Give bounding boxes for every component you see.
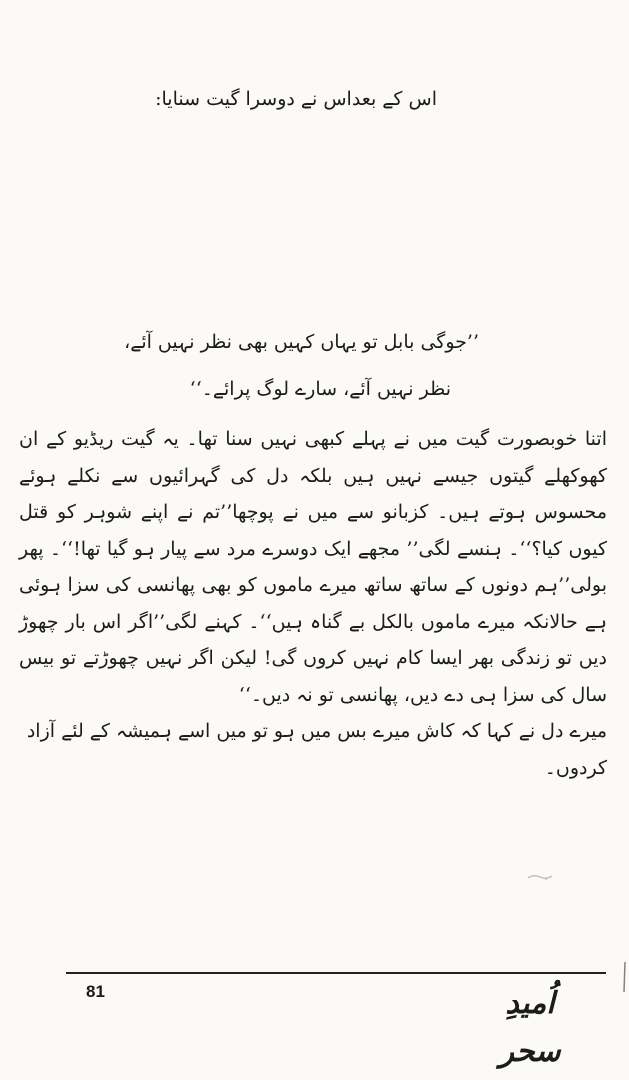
poem-line-2: نظر نہیں آئے، سارے لوگ پرائے۔‘‘ [189, 378, 451, 400]
book-title: اُمیدِ سحر [499, 986, 561, 1069]
intro-line: اس کے بعداس نے دوسرا گیت سنایا: [155, 88, 437, 110]
body-text [19, 421, 607, 786]
page-edge-mark-icon [623, 962, 627, 992]
ink-smudge-icon [526, 872, 554, 882]
paragraph-2: میرے دل نے کہا کہ کاش میرے بس میں ہو تو میں اسے ہمیشہ کے لئے آزاد کردوں۔ [26, 720, 607, 779]
footer-divider [66, 972, 606, 974]
paragraph-1: اتنا خوبصورت گیت میں نے پہلے کبھی نہیں سنا تھا۔ یہ گیت ریڈیو کے ان کھوکھلے گیتوں جیسے نہیں ہیں بلکہ دل کی گہرائیوں سے نکلے ہوئے محسوس ہوتے ہیں۔ کزبانو سے میں نے پوچھا’’تم نے اپنے شوہر کو قتل کیوں کیا؟‘‘۔ ہنسے لگی’’ مجھے ایک دوسرے مرد سے پیار ہو گیا تھا!‘‘۔ پھر بولی’’ہم دونوں کے ساتھ ساتھ میرے ماموں کو بھی پھانسی کی سزا ہوئی ہے حالانکہ میرے ماموں بالکل بے گناہ ہیں‘‘۔ کہنے لگی’’اگر اس بار چھوڑ دیں تو زندگی بھر ایسا کام نہیں کروں گی! لیکن اگر نہیں چھوڑتے تو بیس سال کی سزا ہی دے دیں، پھانسی تو نہ دیں۔‘‘ [19, 428, 607, 706]
page-number: 81 [86, 982, 105, 1001]
poem-line-1: ’’جوگی بابل تو یہاں کہیں بھی نظر نہیں آئے، [124, 331, 479, 353]
